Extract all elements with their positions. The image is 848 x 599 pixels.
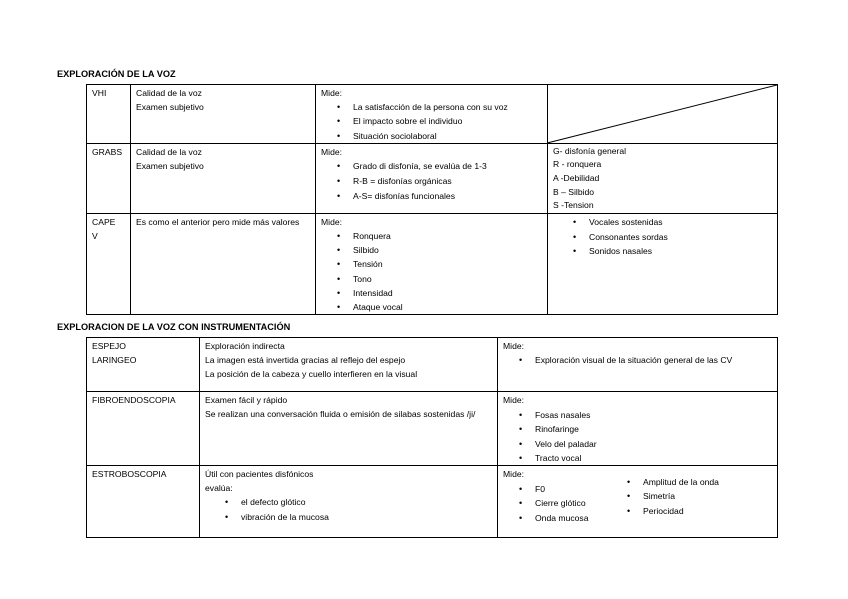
list-item: • Consonantes sordas (589, 230, 773, 245)
measures-label: Mide: (503, 395, 525, 405)
voice-exploration-table (86, 84, 778, 315)
list-item: • El impacto sobre el individuo (353, 114, 543, 128)
description-text: Se realizan una conversación fluida o emisión de silabas sostenidas /ji/ (205, 409, 476, 420)
measures-cell (316, 143, 548, 213)
list-item: • Tono (353, 272, 543, 286)
test-name: ESPEJO (92, 341, 126, 351)
scale-item: S -Tension (553, 200, 594, 211)
description-line: Calidad de la voz (136, 146, 202, 157)
test-name-cell (87, 392, 200, 466)
measures-cell (316, 85, 548, 144)
description-cell (200, 338, 498, 392)
description-text: Es como el anterior pero mide más valores (136, 216, 300, 227)
test-name-cell (87, 338, 200, 392)
description-cell (131, 143, 316, 213)
list-item: • Cierre glótico (535, 496, 615, 510)
description-cell (131, 85, 316, 144)
list-item: • Onda mucosa (535, 511, 615, 525)
list-item: • R-B = disfonías orgánicas (353, 174, 543, 189)
description-line: La imagen está invertida gracias al reflejo del espejo (205, 355, 406, 366)
table-row (87, 143, 778, 213)
list-item: • Exploración visual de la situación general de las CV (535, 353, 773, 367)
test-name-cell (87, 143, 131, 213)
description-cell (200, 466, 498, 538)
table-row (87, 392, 778, 466)
list-item: • el defecto glótico (241, 495, 493, 509)
instrumental-exploration-table (86, 337, 778, 538)
description-line: evalúa: (205, 483, 233, 494)
list-item: • Ataque vocal (353, 300, 543, 314)
measures-label: Mide: (321, 146, 343, 157)
list-item: • Grado di disfonía, se evalúa de 1-3 (353, 159, 543, 174)
measures-label: Mide: (321, 216, 343, 227)
measures-cell (498, 338, 778, 392)
test-name-cell (87, 213, 131, 314)
list-item: • Intensidad (353, 286, 543, 300)
measures-label: Mide: (503, 469, 525, 480)
list-item: • vibración de la mucosa (241, 510, 493, 524)
table-row (87, 338, 778, 392)
list-item: • Sonidos nasales (589, 244, 773, 259)
list-item: • F0 (535, 482, 615, 496)
table-row (87, 213, 778, 314)
measures-label: Mide: (503, 341, 525, 351)
list-item: • Silbido (353, 243, 543, 257)
list-item: • Rinofaringe (535, 422, 773, 436)
list-item: • Amplitud de la onda (643, 475, 719, 489)
scale-legend-cell (548, 143, 778, 213)
description-line: Calidad de la voz (136, 88, 202, 98)
list-item: • A-S= disfonías funcionales (353, 189, 543, 204)
diagonal-line (548, 85, 777, 143)
test-name: LARINGEO (92, 355, 137, 366)
table-row (87, 466, 778, 538)
test-name: VHI (92, 88, 107, 98)
scale-item: R - ronquera (553, 159, 602, 170)
measures-cell (498, 466, 778, 538)
list-item: • La satisfacción de la persona con su voz (353, 100, 543, 114)
description-line: La posición de la cabeza y cuello interfieren en la visual (205, 369, 418, 380)
description-cell (131, 213, 316, 314)
scale-item: G- disfonía general (553, 145, 627, 156)
list-item: • Situación sociolaboral (353, 129, 543, 143)
description-line: Examen subjetivo (136, 102, 204, 113)
section-2-title: EXPLORACION DE LA VOZ CON INSTRUMENTACIÓN (57, 322, 291, 332)
diagonal-empty-cell (548, 85, 778, 144)
additional-measures-cell (548, 213, 778, 314)
list-item: • Vocales sostenidas (589, 215, 773, 230)
scale-item: A -Debilidad (553, 173, 600, 183)
list-item: • Tensión (353, 257, 543, 271)
table-row (87, 85, 778, 144)
test-name: CAPE (92, 216, 116, 227)
list-item: • Tracto vocal (535, 451, 773, 465)
scale-item: B – Silbido (553, 186, 595, 197)
list-item: • Periocidad (643, 504, 719, 518)
description-line: Útil con pacientes disfónicos (205, 469, 314, 480)
test-name-cell (87, 85, 131, 144)
list-item: • Simetría (643, 489, 719, 503)
measures-label: Mide: (321, 88, 343, 98)
description-line: Exploración indirecta (205, 341, 285, 351)
test-name-cell (87, 466, 200, 538)
test-name: GRABS (92, 146, 123, 157)
description-cell (200, 392, 498, 466)
test-name: V (92, 230, 98, 241)
list-item: • Fosas nasales (535, 408, 773, 422)
list-item: • Ronquera (353, 229, 543, 243)
section-1-title: EXPLORACIÓN DE LA VOZ (57, 69, 176, 79)
measures-cell (316, 213, 548, 314)
measures-cell (498, 392, 778, 466)
description-line: Examen fácil y rápido (205, 395, 288, 405)
list-item: • Velo del paladar (535, 437, 773, 451)
test-name: ESTROBOSCOPIA (92, 469, 167, 480)
test-name: FIBROENDOSCOPIA (92, 395, 176, 405)
measures-columns (503, 477, 773, 525)
description-line: Examen subjetivo (136, 161, 204, 172)
